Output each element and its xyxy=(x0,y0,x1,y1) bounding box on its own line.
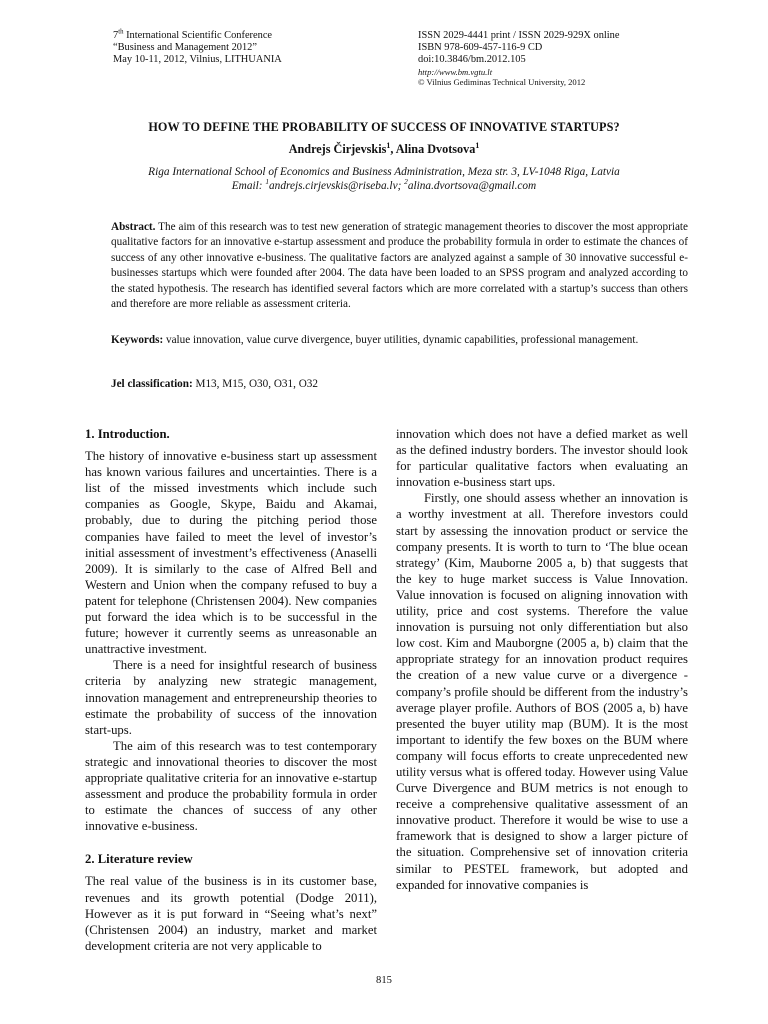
paragraph: Firstly, one should assess whether an innovation is a worthy investment at all. Therefore investors could start by assessing the innovation product or service the company presents. It is worth to turn to ‘The blue ocean strategy’ (Kim, Mauborne 2005 a, b) that suggests that the key to huge market success is Value Innovation. Value innovation is focused on aligning innovation with utility, price and cost systems. Therefore the value innovation is pursuing not only differentiation but also low cost. Kim and Mauborgne (2005 a, b) claim that the appropriate strategy for an innovation product requires the creation of a new value curve or a divergence - company’s profile should be different from the industry’s average player profile. Authors of BOS (2005 a, b) have presented the buyer utility map (BUM). It is the most important to identify the few boxes on the BUM where company will focus efforts to create unprecedented new utility versus what is offered today. However using Value Curve Divergence and BUM metrics is not enough to receive a comprehensive qualitative assessment of an innovative product. Therefore it would be wise to use a framework that is designed to show a larger picture of the situation. Comprehensive set of innovation criteria similar to PESTEL framework, but adopted and expanded for innovative companies is xyxy=(396,491,688,892)
paragraph: The real value of the business is in its customer base, revenues and its growth potential (Dodge 2011), However as it is put forward in “Seeing what’s next” (Christensen 2004) an industry, market and market development criteria are not very applicable to xyxy=(85,874,377,953)
jel-classification xyxy=(111,377,688,392)
conference-name: “Business and Management 2012” xyxy=(113,42,257,54)
abstract-label: Abstract. xyxy=(111,221,156,233)
publication-info xyxy=(418,30,718,87)
section-heading: 1. Introduction. xyxy=(85,427,170,441)
paragraph-continued: innovation which does not have a defied market as well as the defined industry borders. The investor should look for particular qualitative factors when evaluating an innovation e-business start ups. xyxy=(396,427,688,490)
keywords xyxy=(111,333,688,348)
affiliation: Riga International School of Economics and Business Administration, Meza str. 3, LV-1048 Riga, Latvia xyxy=(148,166,620,178)
email-link[interactable]: alina.dvortsova@gmail.com xyxy=(407,180,537,192)
abstract xyxy=(111,220,688,312)
abstract-text: The aim of this research was to test new generation of strategic management theories to discover the most appropriate qualitative factors for an innovative e-startup assessment and produce the probability formula in order to estimate the chances of success of any other innovative e-business. The qualitative factors are analyzed against a sample of 30 innovative successful e-businesses startups which were founded after 2004. The data have been loaded to an SPSS program and analyzed according to the stated hypothesis. The research has identified several factors which are more correlated with a startup’s success than others and therefore are more reliable as assessment criteria. xyxy=(111,221,688,311)
conference-date: May 10-11, 2012, Vilnius, LITHUANIA xyxy=(113,54,282,66)
email-link[interactable]: andrejs.cirjevskis@riseba.lv; xyxy=(269,180,405,192)
jel-codes: M13, M15, O30, O31, O32 xyxy=(192,378,318,390)
paper-title: HOW TO DEFINE THE PROBABILITY OF SUCCESS OF INNOVATIVE STARTUPS? xyxy=(148,120,620,134)
paragraph: The aim of this research was to test contemporary strategic and innovational theories to discover the most appropriate qualitative criteria for an innovative e-startup assessment and produce the probability formula in order to estimate the chances of success of any other innovative e-business. xyxy=(85,738,377,834)
body-column-right xyxy=(396,426,688,893)
body-column-left xyxy=(85,426,377,954)
paragraph: The history of innovative e-business start up assessment has known various failures and uncertainties. There is a list of the missed investments which include such companies as Google, Skype, Baidu and Akamai, probably, due to during the pitching period those companies have failed to meet the level of investor’s initial assessment of investment’s effectiveness (Anaselli 2009). It is similarly to the case of Alfred Bell and Western and Union when the company refused to buy a patent for telephone (Christensen 2004). New companies put forward the idea which is to be successful in the future; however it currently seems as unreasonable an unattractive investment. xyxy=(85,449,377,657)
page-number: 815 xyxy=(376,975,392,986)
author-name: Alina Dvotsova xyxy=(395,142,476,156)
authors: Andrejs Čirjevskis$^1$, Alina Dvotsova$^1$ xyxy=(288,140,480,156)
doi: doi:10.3846/bm.2012.105 xyxy=(418,54,526,66)
issn: ISSN 2029-4441 print / ISSN 2029-929X online xyxy=(418,30,620,41)
keywords-text: value innovation, value curve divergence, buyer utilities, dynamic capabilities, professional management. xyxy=(163,334,639,346)
journal-url[interactable]: http://www.bm.vgtu.lt xyxy=(418,66,493,77)
author-name: Andrejs Čirjevskis xyxy=(288,142,387,156)
jel-label: Jel classification: xyxy=(111,378,193,390)
isbn: ISBN 978-609-457-116-9 CD xyxy=(418,42,543,54)
conference-edition: 7th International Scientific Conference xyxy=(113,28,273,41)
affiliation-block xyxy=(0,165,768,193)
paragraph: There is a need for insightful research of business criteria by analyzing new strategic management, innovation management and entrepreneurship theories to estimate the probability of success of the innovation start-ups. xyxy=(85,658,377,737)
section-heading: 2. Literature review xyxy=(85,852,193,867)
emails: Email: $^1$andrejs.cirjevskis@riseba.lv; $^2$alina.dvortsova@gmail.com xyxy=(231,177,537,192)
copyright: © Vilnius Gediminas Technical University, 2012 xyxy=(418,76,586,87)
conference-info xyxy=(113,30,393,67)
keywords-label: Keywords: xyxy=(111,334,164,346)
